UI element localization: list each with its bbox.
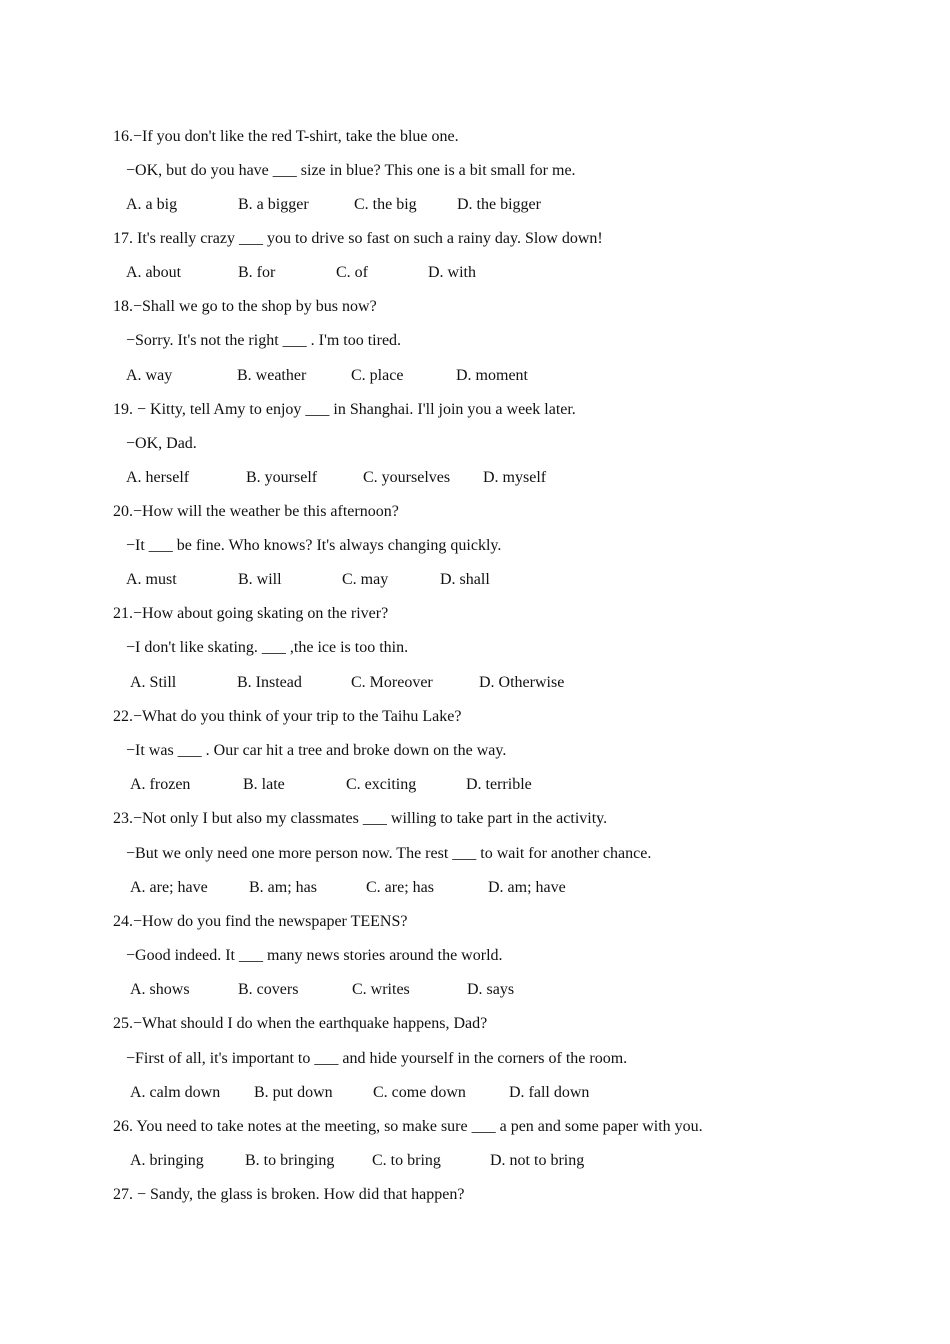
question-18-stem: 18.−Shall we go to the shop by bus now? <box>113 298 377 315</box>
option-a[interactable]: A. must <box>126 571 177 588</box>
option-c[interactable]: C. place <box>351 367 404 384</box>
question-24-reply: −Good indeed. It ___ many news stories around the world. <box>126 947 503 964</box>
question-25-options <box>130 1082 830 1104</box>
option-b[interactable]: B. put down <box>254 1084 333 1101</box>
option-c[interactable]: C. to bring <box>372 1152 441 1169</box>
question-24-options <box>130 979 830 1001</box>
question-23-reply: −But we only need one more person now. The rest ___ to wait for another chance. <box>126 845 652 862</box>
question-27-stem: 27. − Sandy, the glass is broken. How did that happen? <box>113 1186 465 1203</box>
option-a[interactable]: A. bringing <box>130 1152 204 1169</box>
option-c[interactable]: C. of <box>336 264 368 281</box>
option-a[interactable]: A. calm down <box>130 1084 221 1101</box>
question-19-stem: 19. − Kitty, tell Amy to enjoy ___ in Shanghai. I'll join you a week later. <box>113 401 576 418</box>
question-19-reply: −OK, Dad. <box>126 435 197 452</box>
option-a[interactable]: A. frozen <box>130 776 191 793</box>
option-b[interactable]: B. Instead <box>237 674 302 691</box>
option-d[interactable]: D. the bigger <box>457 196 541 213</box>
question-16-reply: −OK, but do you have ___ size in blue? This one is a bit small for me. <box>126 162 576 179</box>
option-a[interactable]: A. shows <box>130 981 190 998</box>
option-d[interactable]: D. terrible <box>466 776 532 793</box>
option-c[interactable]: C. yourselves <box>363 469 451 486</box>
option-c[interactable]: C. are; has <box>366 879 434 896</box>
option-c[interactable]: C. Moreover <box>351 674 433 691</box>
option-a[interactable]: A. about <box>126 264 182 281</box>
option-c[interactable]: C. writes <box>352 981 410 998</box>
option-d[interactable]: D. fall down <box>509 1084 590 1101</box>
question-22-reply: −It was ___ . Our car hit a tree and broke down on the way. <box>126 742 507 759</box>
option-b[interactable]: B. yourself <box>246 469 318 486</box>
question-20-stem: 20.−How will the weather be this afternoon? <box>113 503 399 520</box>
question-24-stem: 24.−How do you find the newspaper TEENS? <box>113 913 408 930</box>
question-21-stem: 21.−How about going skating on the river? <box>113 605 389 622</box>
option-c[interactable]: C. come down <box>373 1084 466 1101</box>
question-21-options <box>130 672 830 694</box>
option-c[interactable]: C. exciting <box>346 776 417 793</box>
question-23-options <box>130 877 830 899</box>
option-b[interactable]: B. covers <box>238 981 299 998</box>
question-19-options <box>126 467 826 489</box>
question-16-stem: 16.−If you don't like the red T-shirt, take the blue one. <box>113 128 459 145</box>
option-b[interactable]: B. am; has <box>249 879 317 896</box>
question-22-options <box>130 774 830 796</box>
question-18-options <box>126 365 826 387</box>
option-c[interactable]: C. may <box>342 571 389 588</box>
option-d[interactable]: D. moment <box>456 367 528 384</box>
option-a[interactable]: A. way <box>126 367 173 384</box>
option-a[interactable]: A. are; have <box>130 879 208 896</box>
option-b[interactable]: B. a bigger <box>238 196 309 213</box>
option-c[interactable]: C. the big <box>354 196 417 213</box>
question-17-options <box>126 262 826 284</box>
question-21-reply: −I don't like skating. ___ ,the ice is too thin. <box>126 639 409 656</box>
option-a[interactable]: A. Still <box>130 674 177 691</box>
option-d[interactable]: D. says <box>467 981 515 998</box>
question-26-options <box>130 1150 830 1172</box>
question-26-stem: 26. You need to take notes at the meeting, so make sure ___ a pen and some paper with you. <box>113 1118 703 1135</box>
option-d[interactable]: D. with <box>428 264 476 281</box>
option-a[interactable]: A. herself <box>126 469 190 486</box>
question-22-stem: 22.−What do you think of your trip to the Taihu Lake? <box>113 708 462 725</box>
option-d[interactable]: D. myself <box>483 469 547 486</box>
option-b[interactable]: B. for <box>238 264 276 281</box>
option-a[interactable]: A. a big <box>126 196 178 213</box>
option-b[interactable]: B. will <box>238 571 282 588</box>
option-b[interactable]: B. to bringing <box>245 1152 335 1169</box>
question-25-stem: 25.−What should I do when the earthquake happens, Dad? <box>113 1015 488 1032</box>
question-20-options <box>126 569 826 591</box>
option-b[interactable]: B. weather <box>237 367 307 384</box>
question-16-options <box>126 194 826 216</box>
option-b[interactable]: B. late <box>243 776 285 793</box>
question-18-reply: −Sorry. It's not the right ___ . I'm too tired. <box>126 332 402 349</box>
question-20-reply: −It ___ be fine. Who knows? It's always changing quickly. <box>126 537 502 554</box>
option-d[interactable]: D. shall <box>440 571 490 588</box>
option-d[interactable]: D. not to bring <box>490 1152 585 1169</box>
question-25-reply: −First of all, it's important to ___ and hide yourself in the corners of the room. <box>126 1050 628 1067</box>
option-d[interactable]: D. Otherwise <box>479 674 565 691</box>
question-23-stem: 23.−Not only I but also my classmates ___ willing to take part in the activity. <box>113 810 608 827</box>
option-d[interactable]: D. am; have <box>488 879 566 896</box>
question-17-stem: 17. It's really crazy ___ you to drive so fast on such a rainy day. Slow down! <box>113 230 603 247</box>
